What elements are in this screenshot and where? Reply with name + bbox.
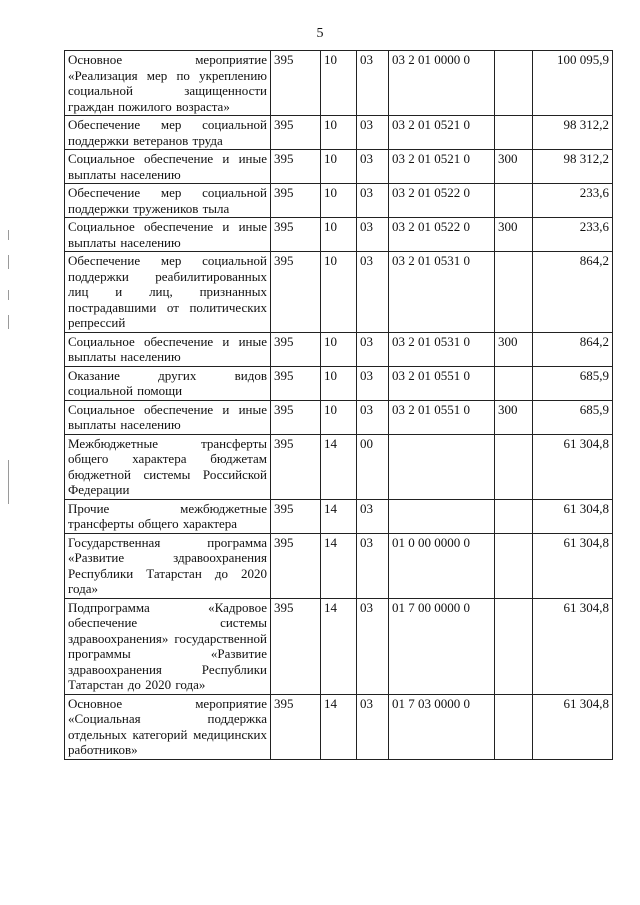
cell-target-article xyxy=(389,499,495,533)
cell-section: 10 xyxy=(321,184,357,218)
cell-expense-type xyxy=(495,533,533,598)
cell-name: Обеспечение мер социальной поддержки реабилитированных лиц и лиц, признанных пострадавшими от политических репрессий xyxy=(65,252,271,333)
scan-artifact-marks xyxy=(8,0,12,905)
table-row xyxy=(65,150,613,184)
cell-target-article: 03 2 01 0531 0 xyxy=(389,252,495,333)
table-row xyxy=(65,218,613,252)
cell-name: Прочие межбюджетные трансферты общего характера xyxy=(65,499,271,533)
cell-subsection: 00 xyxy=(357,434,389,499)
cell-amount: 61 304,8 xyxy=(533,694,613,759)
table-row xyxy=(65,434,613,499)
cell-expense-type: 300 xyxy=(495,400,533,434)
cell-section: 10 xyxy=(321,366,357,400)
cell-amount: 61 304,8 xyxy=(533,598,613,694)
cell-expense-type xyxy=(495,252,533,333)
cell-name: Социальное обеспечение и иные выплаты населению xyxy=(65,150,271,184)
cell-expense-type: 300 xyxy=(495,218,533,252)
cell-ministry-code: 395 xyxy=(271,116,321,150)
page-number: 5 xyxy=(316,26,324,41)
cell-expense-type xyxy=(495,434,533,499)
cell-expense-type: 300 xyxy=(495,332,533,366)
cell-section: 14 xyxy=(321,598,357,694)
cell-target-article: 01 7 03 0000 0 xyxy=(389,694,495,759)
cell-target-article: 01 0 00 0000 0 xyxy=(389,533,495,598)
cell-amount: 100 095,9 xyxy=(533,51,613,116)
cell-amount: 98 312,2 xyxy=(533,150,613,184)
table-row xyxy=(65,694,613,759)
table-row xyxy=(65,598,613,694)
cell-ministry-code: 395 xyxy=(271,51,321,116)
cell-name: Оказание других видов социальной помощи xyxy=(65,366,271,400)
cell-name: Социальное обеспечение и иные выплаты населению xyxy=(65,400,271,434)
cell-amount: 685,9 xyxy=(533,366,613,400)
cell-ministry-code: 395 xyxy=(271,434,321,499)
cell-target-article: 03 2 01 0551 0 xyxy=(389,400,495,434)
cell-section: 10 xyxy=(321,332,357,366)
cell-subsection: 03 xyxy=(357,252,389,333)
table-row xyxy=(65,252,613,333)
cell-target-article: 01 7 00 0000 0 xyxy=(389,598,495,694)
cell-target-article: 03 2 01 0551 0 xyxy=(389,366,495,400)
table-row xyxy=(65,400,613,434)
budget-table-body xyxy=(65,51,613,760)
cell-expense-type xyxy=(495,694,533,759)
table-row xyxy=(65,499,613,533)
cell-section: 10 xyxy=(321,150,357,184)
cell-name: Социальное обеспечение и иные выплаты населению xyxy=(65,332,271,366)
cell-subsection: 03 xyxy=(357,218,389,252)
table-row xyxy=(65,116,613,150)
cell-subsection: 03 xyxy=(357,499,389,533)
table-row xyxy=(65,366,613,400)
cell-subsection: 03 xyxy=(357,533,389,598)
cell-subsection: 03 xyxy=(357,366,389,400)
cell-section: 10 xyxy=(321,116,357,150)
cell-subsection: 03 xyxy=(357,51,389,116)
table-row xyxy=(65,533,613,598)
cell-name: Обеспечение мер социальной поддержки тружеников тыла xyxy=(65,184,271,218)
cell-ministry-code: 395 xyxy=(271,332,321,366)
cell-target-article: 03 2 01 0522 0 xyxy=(389,184,495,218)
cell-amount: 61 304,8 xyxy=(533,533,613,598)
cell-amount: 98 312,2 xyxy=(533,116,613,150)
cell-subsection: 03 xyxy=(357,150,389,184)
cell-subsection: 03 xyxy=(357,116,389,150)
cell-name: Основное мероприятие «Реализация мер по укреплению социальной защищенности граждан пожилого возраста» xyxy=(65,51,271,116)
cell-ministry-code: 395 xyxy=(271,598,321,694)
cell-amount: 233,6 xyxy=(533,218,613,252)
cell-subsection: 03 xyxy=(357,332,389,366)
cell-amount: 61 304,8 xyxy=(533,434,613,499)
cell-ministry-code: 395 xyxy=(271,499,321,533)
cell-amount: 233,6 xyxy=(533,184,613,218)
cell-name: Основное мероприятие «Социальная поддержка отдельных категорий медицинских работников» xyxy=(65,694,271,759)
cell-section: 10 xyxy=(321,51,357,116)
cell-target-article: 03 2 01 0531 0 xyxy=(389,332,495,366)
cell-expense-type xyxy=(495,499,533,533)
cell-subsection: 03 xyxy=(357,400,389,434)
cell-amount: 61 304,8 xyxy=(533,499,613,533)
cell-section: 14 xyxy=(321,499,357,533)
cell-subsection: 03 xyxy=(357,184,389,218)
cell-section: 14 xyxy=(321,694,357,759)
cell-name: Межбюджетные трансферты общего характера бюджетам бюджетной системы Российской Федерации xyxy=(65,434,271,499)
cell-section: 10 xyxy=(321,218,357,252)
cell-expense-type xyxy=(495,184,533,218)
cell-section: 14 xyxy=(321,434,357,499)
cell-ministry-code: 395 xyxy=(271,218,321,252)
cell-ministry-code: 395 xyxy=(271,184,321,218)
cell-target-article: 03 2 01 0000 0 xyxy=(389,51,495,116)
table-row xyxy=(65,51,613,116)
cell-name: Государственная программа «Развитие здравоохранения Республики Татарстан до 2020 года» xyxy=(65,533,271,598)
cell-name: Обеспечение мер социальной поддержки ветеранов труда xyxy=(65,116,271,150)
cell-expense-type xyxy=(495,51,533,116)
cell-section: 10 xyxy=(321,400,357,434)
cell-expense-type: 300 xyxy=(495,150,533,184)
cell-ministry-code: 395 xyxy=(271,400,321,434)
cell-target-article: 03 2 01 0522 0 xyxy=(389,218,495,252)
cell-amount: 685,9 xyxy=(533,400,613,434)
cell-section: 10 xyxy=(321,252,357,333)
cell-name: Подпрограмма «Кадровое обеспечение системы здравоохранения» государственной программы «Развитие здравоохранения Республики Татарстан до 2020 года» xyxy=(65,598,271,694)
cell-target-article xyxy=(389,434,495,499)
cell-subsection: 03 xyxy=(357,694,389,759)
cell-ministry-code: 395 xyxy=(271,694,321,759)
cell-amount: 864,2 xyxy=(533,332,613,366)
cell-section: 14 xyxy=(321,533,357,598)
cell-amount: 864,2 xyxy=(533,252,613,333)
cell-subsection: 03 xyxy=(357,598,389,694)
cell-name: Социальное обеспечение и иные выплаты населению xyxy=(65,218,271,252)
budget-table xyxy=(64,50,613,760)
table-row xyxy=(65,332,613,366)
cell-expense-type xyxy=(495,598,533,694)
cell-ministry-code: 395 xyxy=(271,252,321,333)
cell-target-article: 03 2 01 0521 0 xyxy=(389,150,495,184)
cell-ministry-code: 395 xyxy=(271,150,321,184)
cell-target-article: 03 2 01 0521 0 xyxy=(389,116,495,150)
cell-ministry-code: 395 xyxy=(271,366,321,400)
cell-ministry-code: 395 xyxy=(271,533,321,598)
cell-expense-type xyxy=(495,366,533,400)
cell-expense-type xyxy=(495,116,533,150)
table-row xyxy=(65,184,613,218)
